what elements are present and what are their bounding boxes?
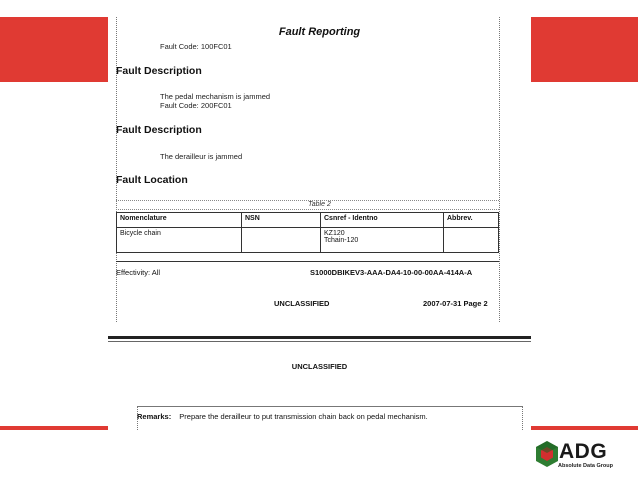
- cell-csnref: [321, 228, 444, 253]
- column-header-nomenclature: Nomenclature: [117, 213, 242, 228]
- document-page: [108, 17, 531, 340]
- cell-nsn: [242, 228, 321, 253]
- adg-logo-icon: [536, 441, 558, 467]
- section-heading-fault-description-1: Fault Description: [116, 65, 202, 77]
- page-separator-thin: [108, 341, 531, 342]
- cell-abbrev: [444, 228, 499, 253]
- remarks: [137, 412, 428, 421]
- page-margin-right: [499, 17, 500, 322]
- remarks-label: Remarks:: [137, 412, 172, 421]
- red-band-top-right: [531, 17, 638, 82]
- remarks-margin-right: [522, 406, 523, 430]
- red-band-top-left: [0, 17, 108, 82]
- effectivity: Effectivity: All: [116, 268, 161, 277]
- page-separator-thick: [108, 336, 531, 339]
- fault-description-2: The derailleur is jammed: [160, 152, 243, 161]
- classification-label: UNCLASSIFIED: [274, 299, 330, 308]
- date-and-page: 2007-07-31 Page 2: [423, 299, 488, 308]
- csnref-line1: KZ120: [324, 230, 345, 237]
- table-caption: Table 2: [308, 201, 331, 208]
- classification-label-footer: UNCLASSIFIED: [291, 362, 348, 371]
- section-heading-fault-location: Fault Location: [116, 174, 188, 186]
- column-header-nsn: NSN: [242, 213, 321, 228]
- remarks-rule: [137, 406, 522, 407]
- red-band-bottom-right: [531, 426, 638, 430]
- logo-text: ADG: [559, 440, 608, 463]
- page-title: Fault Reporting: [278, 26, 361, 38]
- effectivity-rule: [116, 261, 499, 262]
- fault-location-table: [116, 212, 499, 253]
- table-row: [117, 228, 499, 253]
- adg-logo: [536, 440, 628, 472]
- red-band-bottom-left: [0, 426, 108, 430]
- remarks-text: Prepare the derailleur to put transmission chain back on pedal mechanism.: [179, 412, 428, 421]
- fault-code-2: Fault Code: 200FC01: [160, 101, 232, 110]
- column-header-abbrev: Abbrev.: [444, 213, 499, 228]
- column-header-csnref: Csnref - Identno: [321, 213, 444, 228]
- logo-subtitle: Absolute Data Group: [558, 463, 614, 469]
- fault-description-1-line1: The pedal mechanism is jammed: [160, 92, 271, 101]
- section-heading-fault-description-2: Fault Description: [116, 124, 202, 136]
- fault-code-1: Fault Code: 100FC01: [160, 42, 232, 51]
- table-caption-rule-bottom: [116, 209, 499, 210]
- data-module-code: S1000DBIKEV3-AAA-DA4-10-00-00AA-414A-A: [310, 268, 473, 277]
- cell-nomenclature: Bicycle chain: [117, 228, 242, 253]
- table-header-row: [117, 213, 499, 228]
- csnref-line2: Tchain-120: [324, 237, 359, 244]
